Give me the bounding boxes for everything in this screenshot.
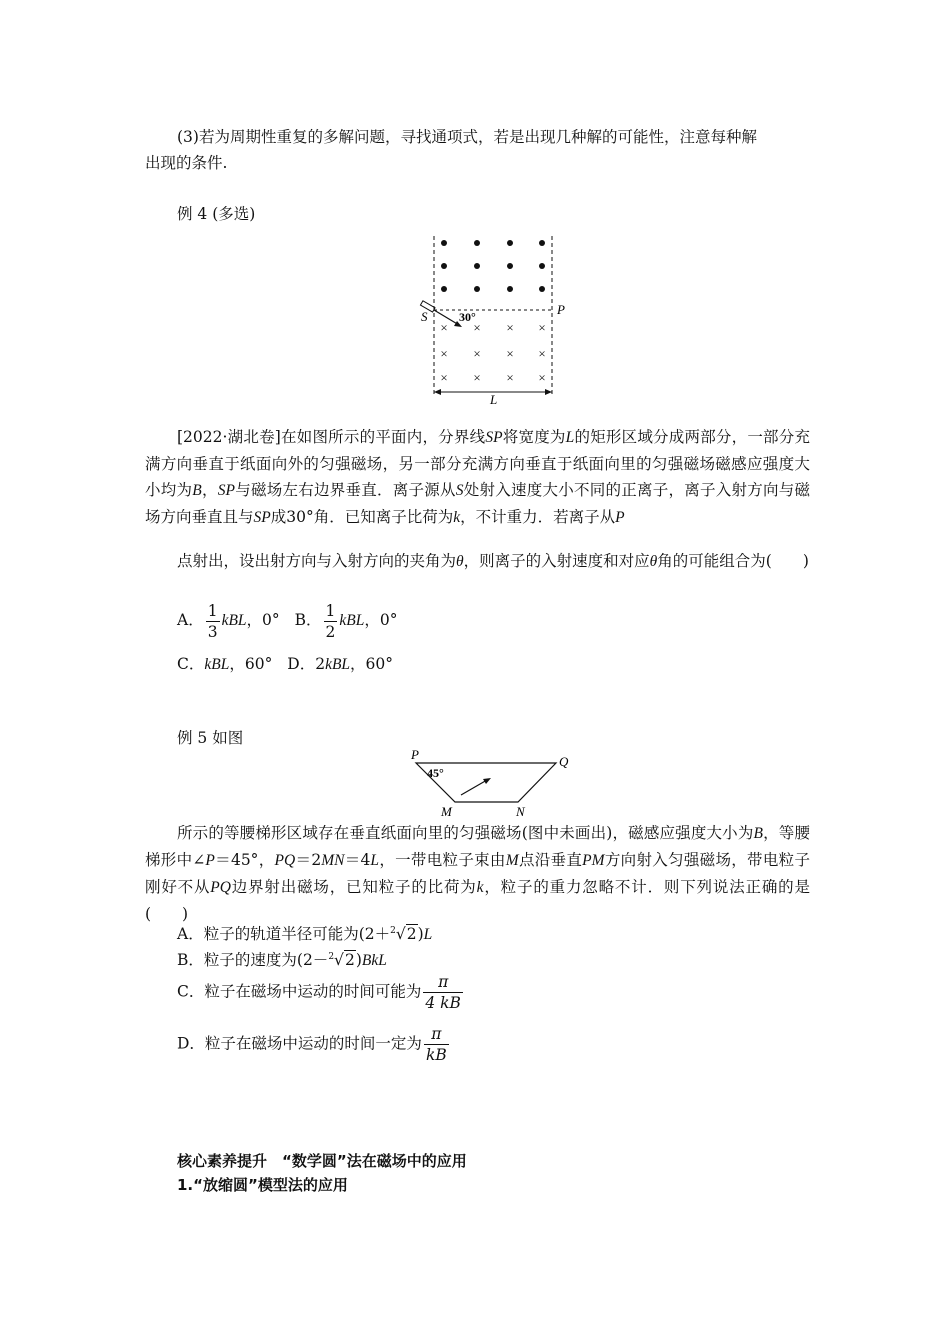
dot-mark [474,286,480,292]
field-out-dots [441,240,545,292]
cross-mark: × [440,320,448,335]
cross-mark: × [440,370,448,385]
cross-mark: × [506,320,514,335]
example-5-option-a[interactable]: A．粒子的轨道半径可能为(2＋$^2$√2)L [177,925,433,943]
option-a[interactable]: A． $\frac{1}{3}$ kBL，0° [177,601,280,641]
dot-mark [539,286,545,292]
dot-mark [441,263,447,269]
option-d[interactable]: D．2kBL，60° [287,655,394,673]
label-q: Q [559,754,569,769]
example-5-option-c[interactable]: C．粒子在磁场中运动的时间可能为 $\frac{\pi}{4 kB}$ [177,973,461,1012]
cross-mark: × [506,346,514,361]
dot-mark [474,240,480,246]
dot-mark [539,240,545,246]
cross-mark: × [473,320,481,335]
example-4-question: 点射出，设出射方向与入射方向的夹角为θ，则离子的入射速度和对应θ角的可能组合为( ) [177,552,809,570]
cross-mark: × [473,346,481,361]
example-4-heading: 例 4 (多选) [177,205,256,223]
label-n: N [516,804,525,819]
label-p: P [411,747,419,762]
dot-mark [441,286,447,292]
dot-mark [441,240,447,246]
dot-mark [474,263,480,269]
cross-mark: × [538,370,546,385]
option-c[interactable]: C．kBL，60° [177,655,273,673]
dot-mark [507,240,513,246]
angle-label: 30° [459,310,476,324]
arrow-head [483,778,491,784]
cross-mark: × [506,370,514,385]
section-title: 核心素养提升 “数学圆”法在磁场中的应用 [177,1152,467,1170]
dot-mark [539,263,545,269]
label-m: M [441,804,452,819]
cross-mark: × [473,370,481,385]
dot-mark [507,286,513,292]
dot-mark [507,263,513,269]
label-s: S [421,309,428,324]
angle-label: 45° [427,766,444,780]
cross-mark: × [440,346,448,361]
cross-mark: × [538,320,546,335]
example-4-paragraph: [2022·湖北卷]在如图所示的平面内，分界线SP将宽度为L的矩形区域分成两部分，一部分充满方向垂直于纸面向外的匀强磁场，另一部分充满方向垂直于纸面向里的匀强磁场磁感应强度大小均为B，SP与磁场左右边界垂直．离子源从S处射入速度大小不同的正离子，离子入射方向与磁场方向垂直且与SP成30°角．已知离子比荷为k，不计重力．若离子从P [145,428,810,526]
example-5-option-d[interactable]: D．粒子在磁场中运动的时间一定为 $\frac{\pi}{kB}$ [177,1025,447,1064]
example-5-paragraph: 所示的等腰梯形区域存在垂直纸面向里的匀强磁场(图中未画出)，磁感应强度大小为B，等腰梯形中∠P＝45°，PQ＝2MN＝4L，一带电粒子束由M点沿垂直PM方向射入匀强磁场，带电粒子刚好不从PQ边界射出磁场，已知粒子的比荷为k，粒子的重力忽略不计．则下列说法正确的是( ) [145,824,810,923]
intro-paragraph: (3)若为周期性重复的多解问题，寻找通项式，若是出现几种解的可能性，注意每种解 出现的条件. [145,128,757,172]
field-in-crosses [440,320,545,385]
example-5-figure [405,746,580,822]
cross-mark: × [538,346,546,361]
label-p: P [557,302,565,317]
label-l: L [490,392,498,407]
example-4-options-cd [177,652,393,674]
example-4-options-ab [177,600,397,642]
example-5-option-b[interactable]: B．粒子的速度为(2－$^2$√2)BkL [177,951,387,969]
option-b[interactable]: B． $\frac{1}{2}$ kBL，0° [294,601,398,641]
example-4-figure [415,232,575,412]
section-subtitle: 1.“放缩圆”模型法的应用 [177,1176,348,1194]
example-5-heading: 例 5 如图 [177,729,244,747]
velocity-arrow [461,780,487,795]
